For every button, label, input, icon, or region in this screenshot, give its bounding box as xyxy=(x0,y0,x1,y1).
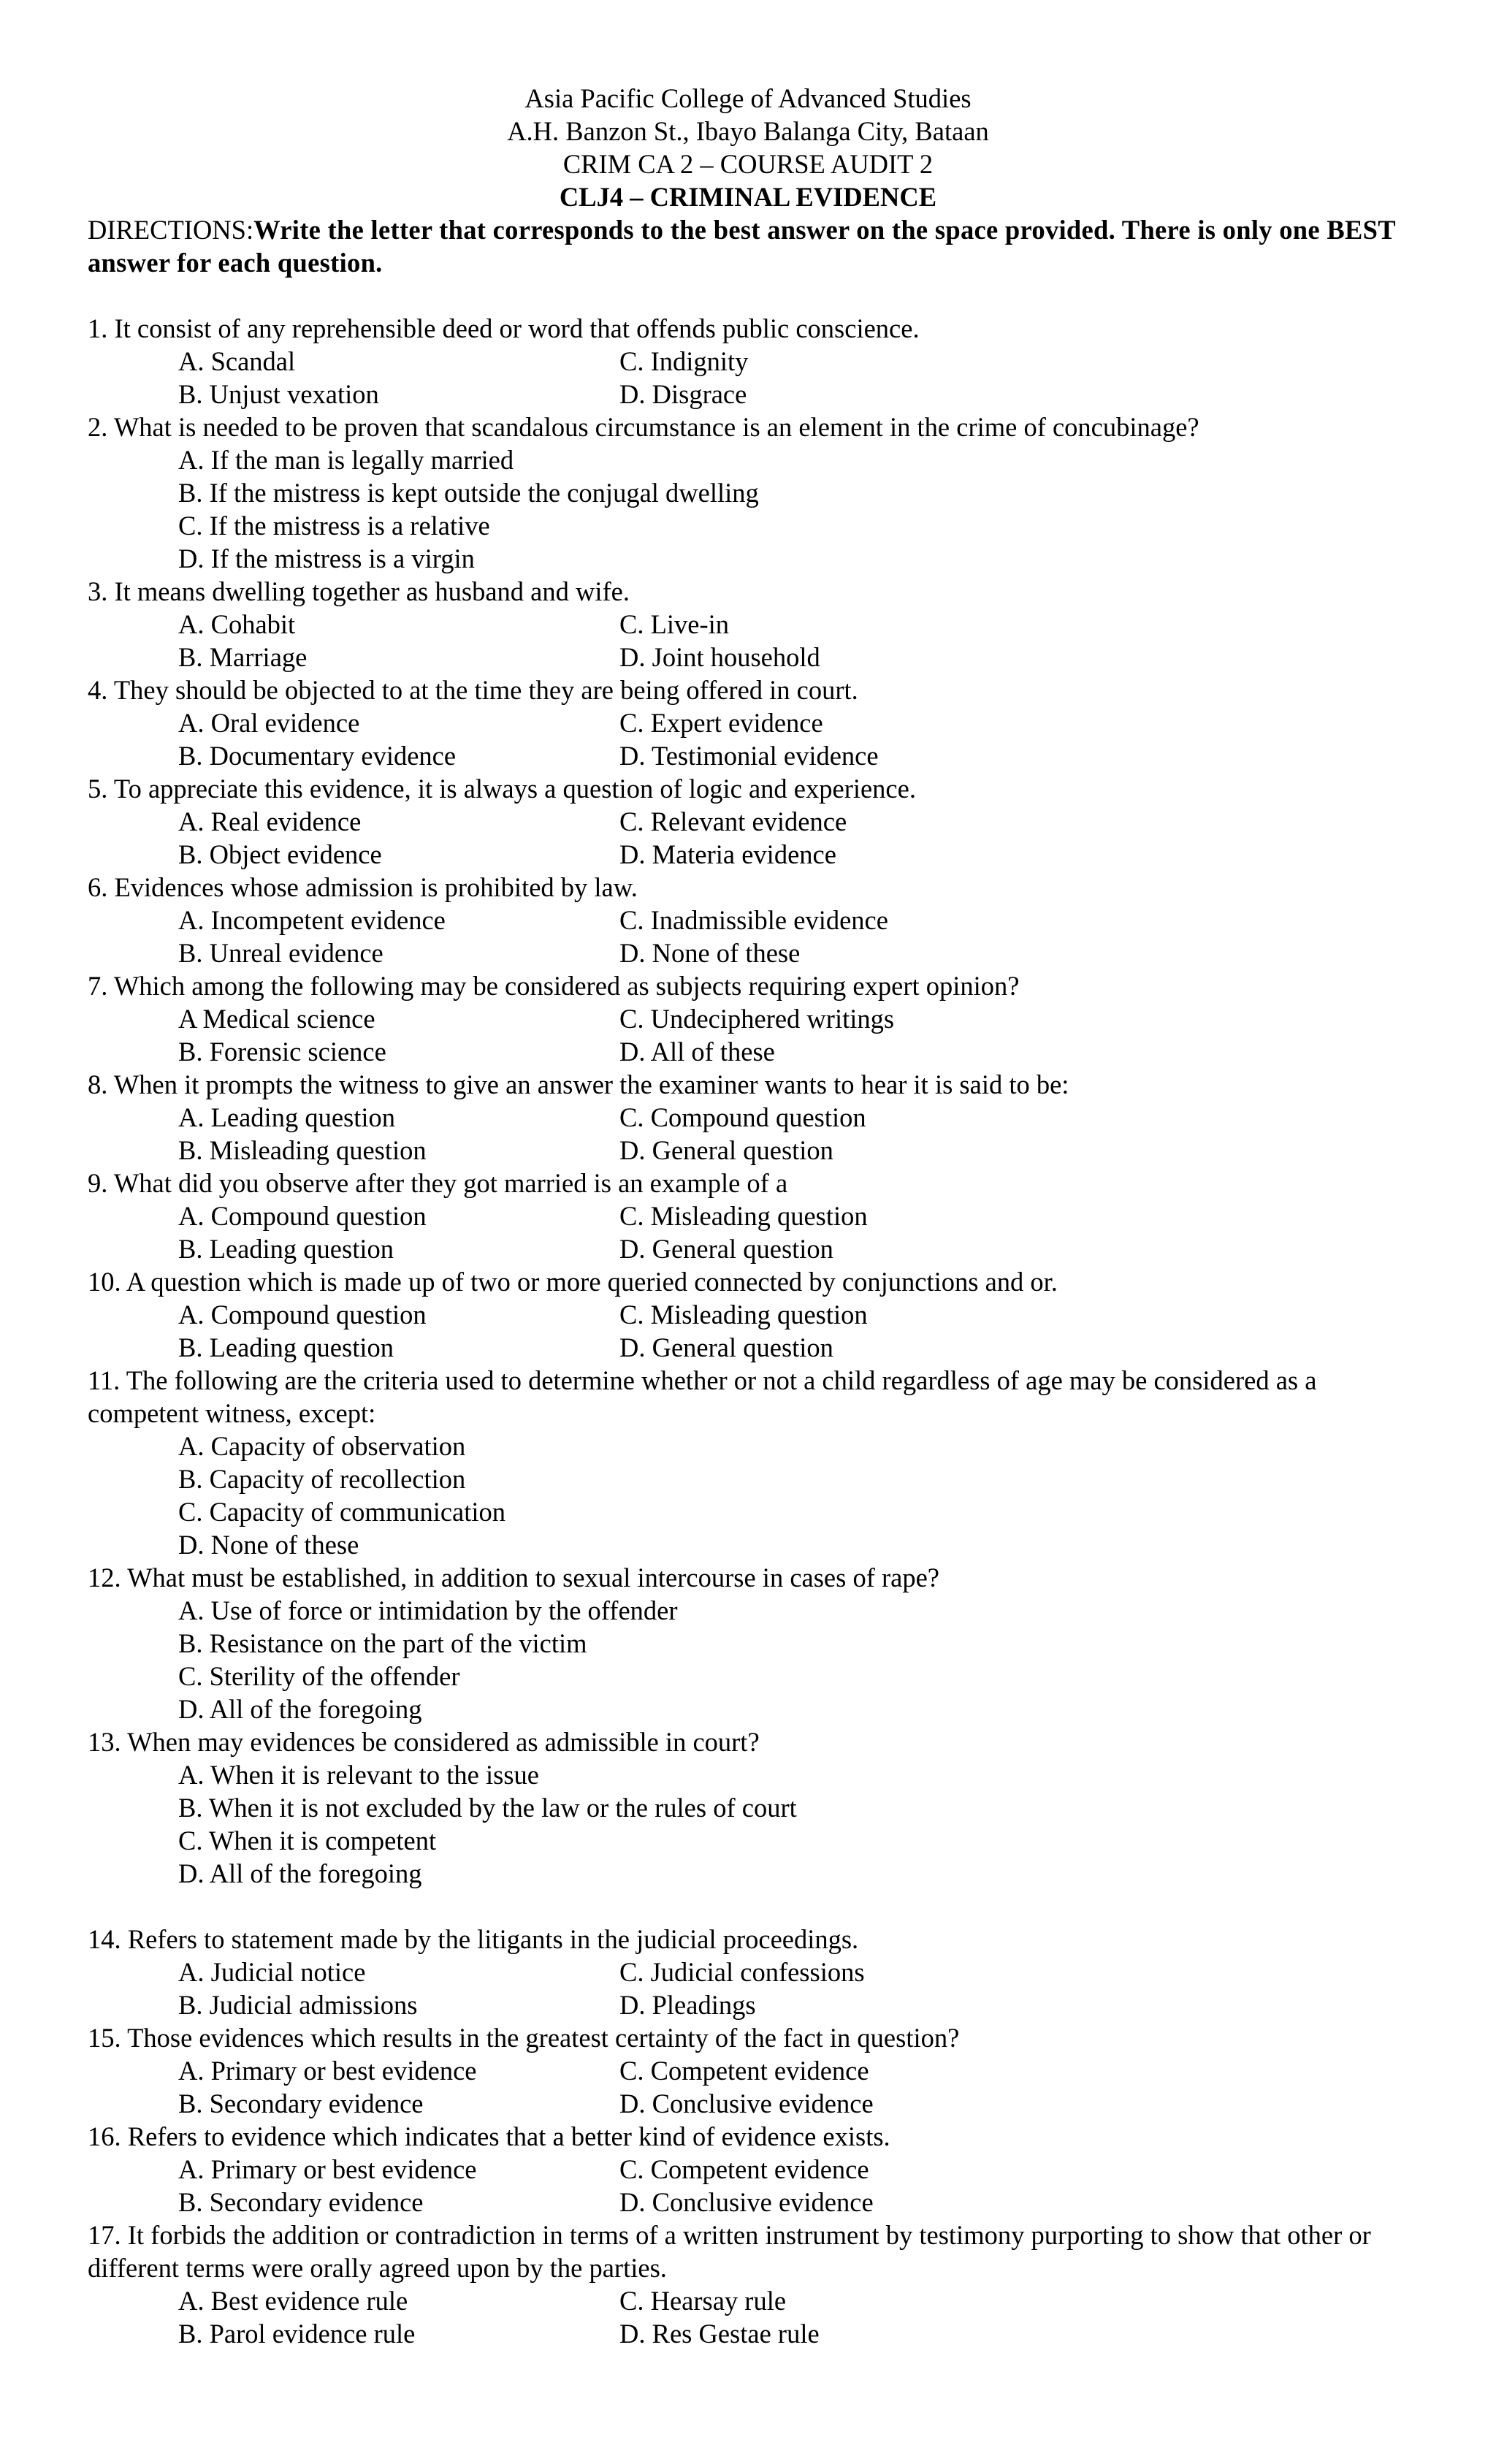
question-text: 12. What must be established, in addition to sexual intercourse in cases of rape? xyxy=(88,1563,939,1593)
choices xyxy=(88,2054,1408,2120)
choice-c: C. Compound question xyxy=(619,1102,866,1132)
choice-b: B. Resistance on the part of the victim xyxy=(178,1628,587,1658)
choice-d: D. None of these xyxy=(178,1530,359,1560)
choice-c: C. Undeciphered writings xyxy=(619,1004,895,1034)
choice-b: B. When it is not excluded by the law or the rules of court xyxy=(178,1793,797,1823)
question-text: 1. It consist of any reprehensible deed or word that offends public conscience. xyxy=(88,313,920,343)
choice-d: D. Disgrace xyxy=(619,379,747,409)
question-text: 13. When may evidences be considered as admissible in court? xyxy=(88,1727,760,1757)
choices xyxy=(88,1430,1408,1561)
choice-d: D. All of the foregoing xyxy=(178,1694,422,1724)
choice-a: A. Incompetent evidence xyxy=(178,905,446,935)
question-text: 14. Refers to statement made by the litigants in the judicial proceedings. xyxy=(88,1924,859,1954)
choice-b: B. Secondary evidence xyxy=(178,2089,424,2118)
choices xyxy=(88,443,1408,575)
choice-a: A. If the man is legally married xyxy=(178,445,514,475)
choice-a: A. Oral evidence xyxy=(178,708,360,738)
question-text: 2. What is needed to be proven that scandalous circumstance is an element in the crime of concubinage? xyxy=(88,412,1199,442)
choice-b: B. Documentary evidence xyxy=(178,741,457,771)
choice-d: D. Materia evidence xyxy=(619,839,836,869)
college-address: A.H. Banzon St., Ibayo Balanga City, Bataan xyxy=(507,116,989,146)
choice-b: B. Parol evidence rule xyxy=(178,2319,416,2349)
choice-a: A. Judicial notice xyxy=(178,1957,366,1987)
choice-d: D. All of these xyxy=(619,1037,775,1067)
choice-c: C. Judicial confessions xyxy=(619,1957,865,1987)
question-text: 17. It forbids the addition or contradiction in terms of a written instrument by testimony purporting to show that other or different terms were orally agreed upon by the parties. xyxy=(88,2220,1371,2283)
choice-c: C. Sterility of the offender xyxy=(178,1661,460,1691)
choice-b: B. Leading question xyxy=(178,1332,394,1362)
choice-d: D. General question xyxy=(619,1234,833,1264)
question-text: 15. Those evidences which results in the greatest certainty of the fact in question? xyxy=(88,2023,960,2053)
choice-b: B. Marriage xyxy=(178,642,308,672)
college-name: Asia Pacific College of Advanced Studies xyxy=(524,83,972,113)
choice-a: A. Capacity of observation xyxy=(178,1431,466,1461)
choices xyxy=(88,1002,1408,1068)
subject-title: CLJ4 – CRIMINAL EVIDENCE xyxy=(559,182,937,212)
choice-c: C. Misleading question xyxy=(619,1201,868,1231)
choices xyxy=(88,608,1408,674)
choice-a: A. Real evidence xyxy=(178,806,362,836)
question-text: 16. Refers to evidence which indicates that a better kind of evidence exists. xyxy=(88,2121,890,2151)
choice-d: D. All of the foregoing xyxy=(178,1858,422,1888)
choice-c: C. Capacity of communication xyxy=(178,1497,506,1527)
choice-d: D. If the mistress is a virgin xyxy=(178,543,475,573)
question-text: 4. They should be objected to at the time they are being offered in court. xyxy=(88,675,858,705)
choice-a: A. Scandal xyxy=(178,346,296,376)
question-text: 6. Evidences whose admission is prohibited by law. xyxy=(88,872,638,902)
choice-b: B. Object evidence xyxy=(178,839,382,869)
question-text: 9. What did you observe after they got married is an example of a xyxy=(88,1168,788,1198)
choice-a: A. When it is relevant to the issue xyxy=(178,1760,539,1790)
choices xyxy=(88,2153,1408,2219)
choice-a: A. Cohabit xyxy=(178,609,296,639)
choice-d: D. None of these xyxy=(619,938,801,968)
choice-b: B. If the mistress is kept outside the conjugal dwelling xyxy=(178,478,759,508)
choice-b: B. Secondary evidence xyxy=(178,2187,424,2217)
choice-c: C. When it is competent xyxy=(178,1826,437,1855)
choices xyxy=(88,1101,1408,1167)
choices xyxy=(88,1199,1408,1265)
choice-c: C. Hearsay rule xyxy=(619,2286,787,2316)
choices xyxy=(88,1594,1408,1725)
choice-c: C. Inadmissible evidence xyxy=(619,905,888,935)
choice-c: C. Relevant evidence xyxy=(619,806,847,836)
question-text: 7. Which among the following may be considered as subjects requiring expert opinion? xyxy=(88,971,1020,1001)
choice-d: D. General question xyxy=(619,1332,833,1362)
course-audit-title: CRIM CA 2 – COURSE AUDIT 2 xyxy=(562,149,934,179)
choice-d: D. General question xyxy=(619,1135,833,1165)
choice-a: A. Leading question xyxy=(178,1102,396,1132)
choice-d: D. Conclusive evidence xyxy=(619,2187,874,2217)
choice-a: A. Use of force or intimidation by the offender xyxy=(178,1595,678,1625)
choice-b: B. Judicial admissions xyxy=(178,1990,418,2020)
choice-a: A. Compound question xyxy=(178,1201,427,1231)
choice-c: C. Misleading question xyxy=(619,1300,868,1330)
choice-b: B. Capacity of recollection xyxy=(178,1464,466,1494)
question-text: 10. A question which is made up of two or more queried connected by conjunctions and or. xyxy=(88,1267,1058,1297)
question-text: 5. To appreciate this evidence, it is always a question of logic and experience. xyxy=(88,774,916,804)
choice-c: C. If the mistress is a relative xyxy=(178,511,490,541)
choice-d: D. Conclusive evidence xyxy=(619,2089,874,2118)
choices xyxy=(88,1956,1408,2021)
choices xyxy=(88,1758,1408,1890)
choice-b: B. Forensic science xyxy=(178,1037,386,1067)
choice-c: C. Indignity xyxy=(619,346,749,376)
choice-a: A. Primary or best evidence xyxy=(178,2056,477,2086)
directions xyxy=(88,213,1408,279)
choice-c: C. Live-in xyxy=(619,609,730,639)
directions-text: Write the letter that corresponds to the best answer on the space provided. There is only one BEST answer for each question. xyxy=(88,215,1396,278)
choices xyxy=(88,2284,1408,2350)
question-text: 11. The following are the criteria used to determine whether or not a child regardless of age may be considered as a competent witness, except: xyxy=(88,1365,1317,1428)
choice-a: A. Best evidence rule xyxy=(178,2286,408,2316)
choice-c: C. Competent evidence xyxy=(619,2056,869,2086)
directions-label: DIRECTIONS: xyxy=(88,215,254,245)
choices xyxy=(88,345,1408,411)
choice-b: B. Unreal evidence xyxy=(178,938,383,968)
choice-d: D. Joint household xyxy=(619,642,820,672)
question-text: 3. It means dwelling together as husband and wife. xyxy=(88,576,630,606)
choice-c: C. Competent evidence xyxy=(619,2154,869,2184)
question-text: 8. When it prompts the witness to give an answer the examiner wants to hear it is said to be: xyxy=(88,1069,1069,1099)
choices xyxy=(88,1298,1408,1364)
choice-a: A. Compound question xyxy=(178,1300,427,1330)
choice-d: D. Res Gestae rule xyxy=(619,2319,820,2349)
choice-d: D. Testimonial evidence xyxy=(619,741,879,771)
choice-a: A Medical science xyxy=(178,1004,375,1034)
choices xyxy=(88,706,1408,772)
choice-a: A. Primary or best evidence xyxy=(178,2154,477,2184)
choices xyxy=(88,904,1408,969)
choice-b: B. Unjust vexation xyxy=(178,379,379,409)
choice-d: D. Pleadings xyxy=(619,1990,756,2020)
choice-b: B. Misleading question xyxy=(178,1135,427,1165)
choice-b: B. Leading question xyxy=(178,1234,394,1264)
choice-c: C. Expert evidence xyxy=(619,708,823,738)
choices xyxy=(88,805,1408,871)
